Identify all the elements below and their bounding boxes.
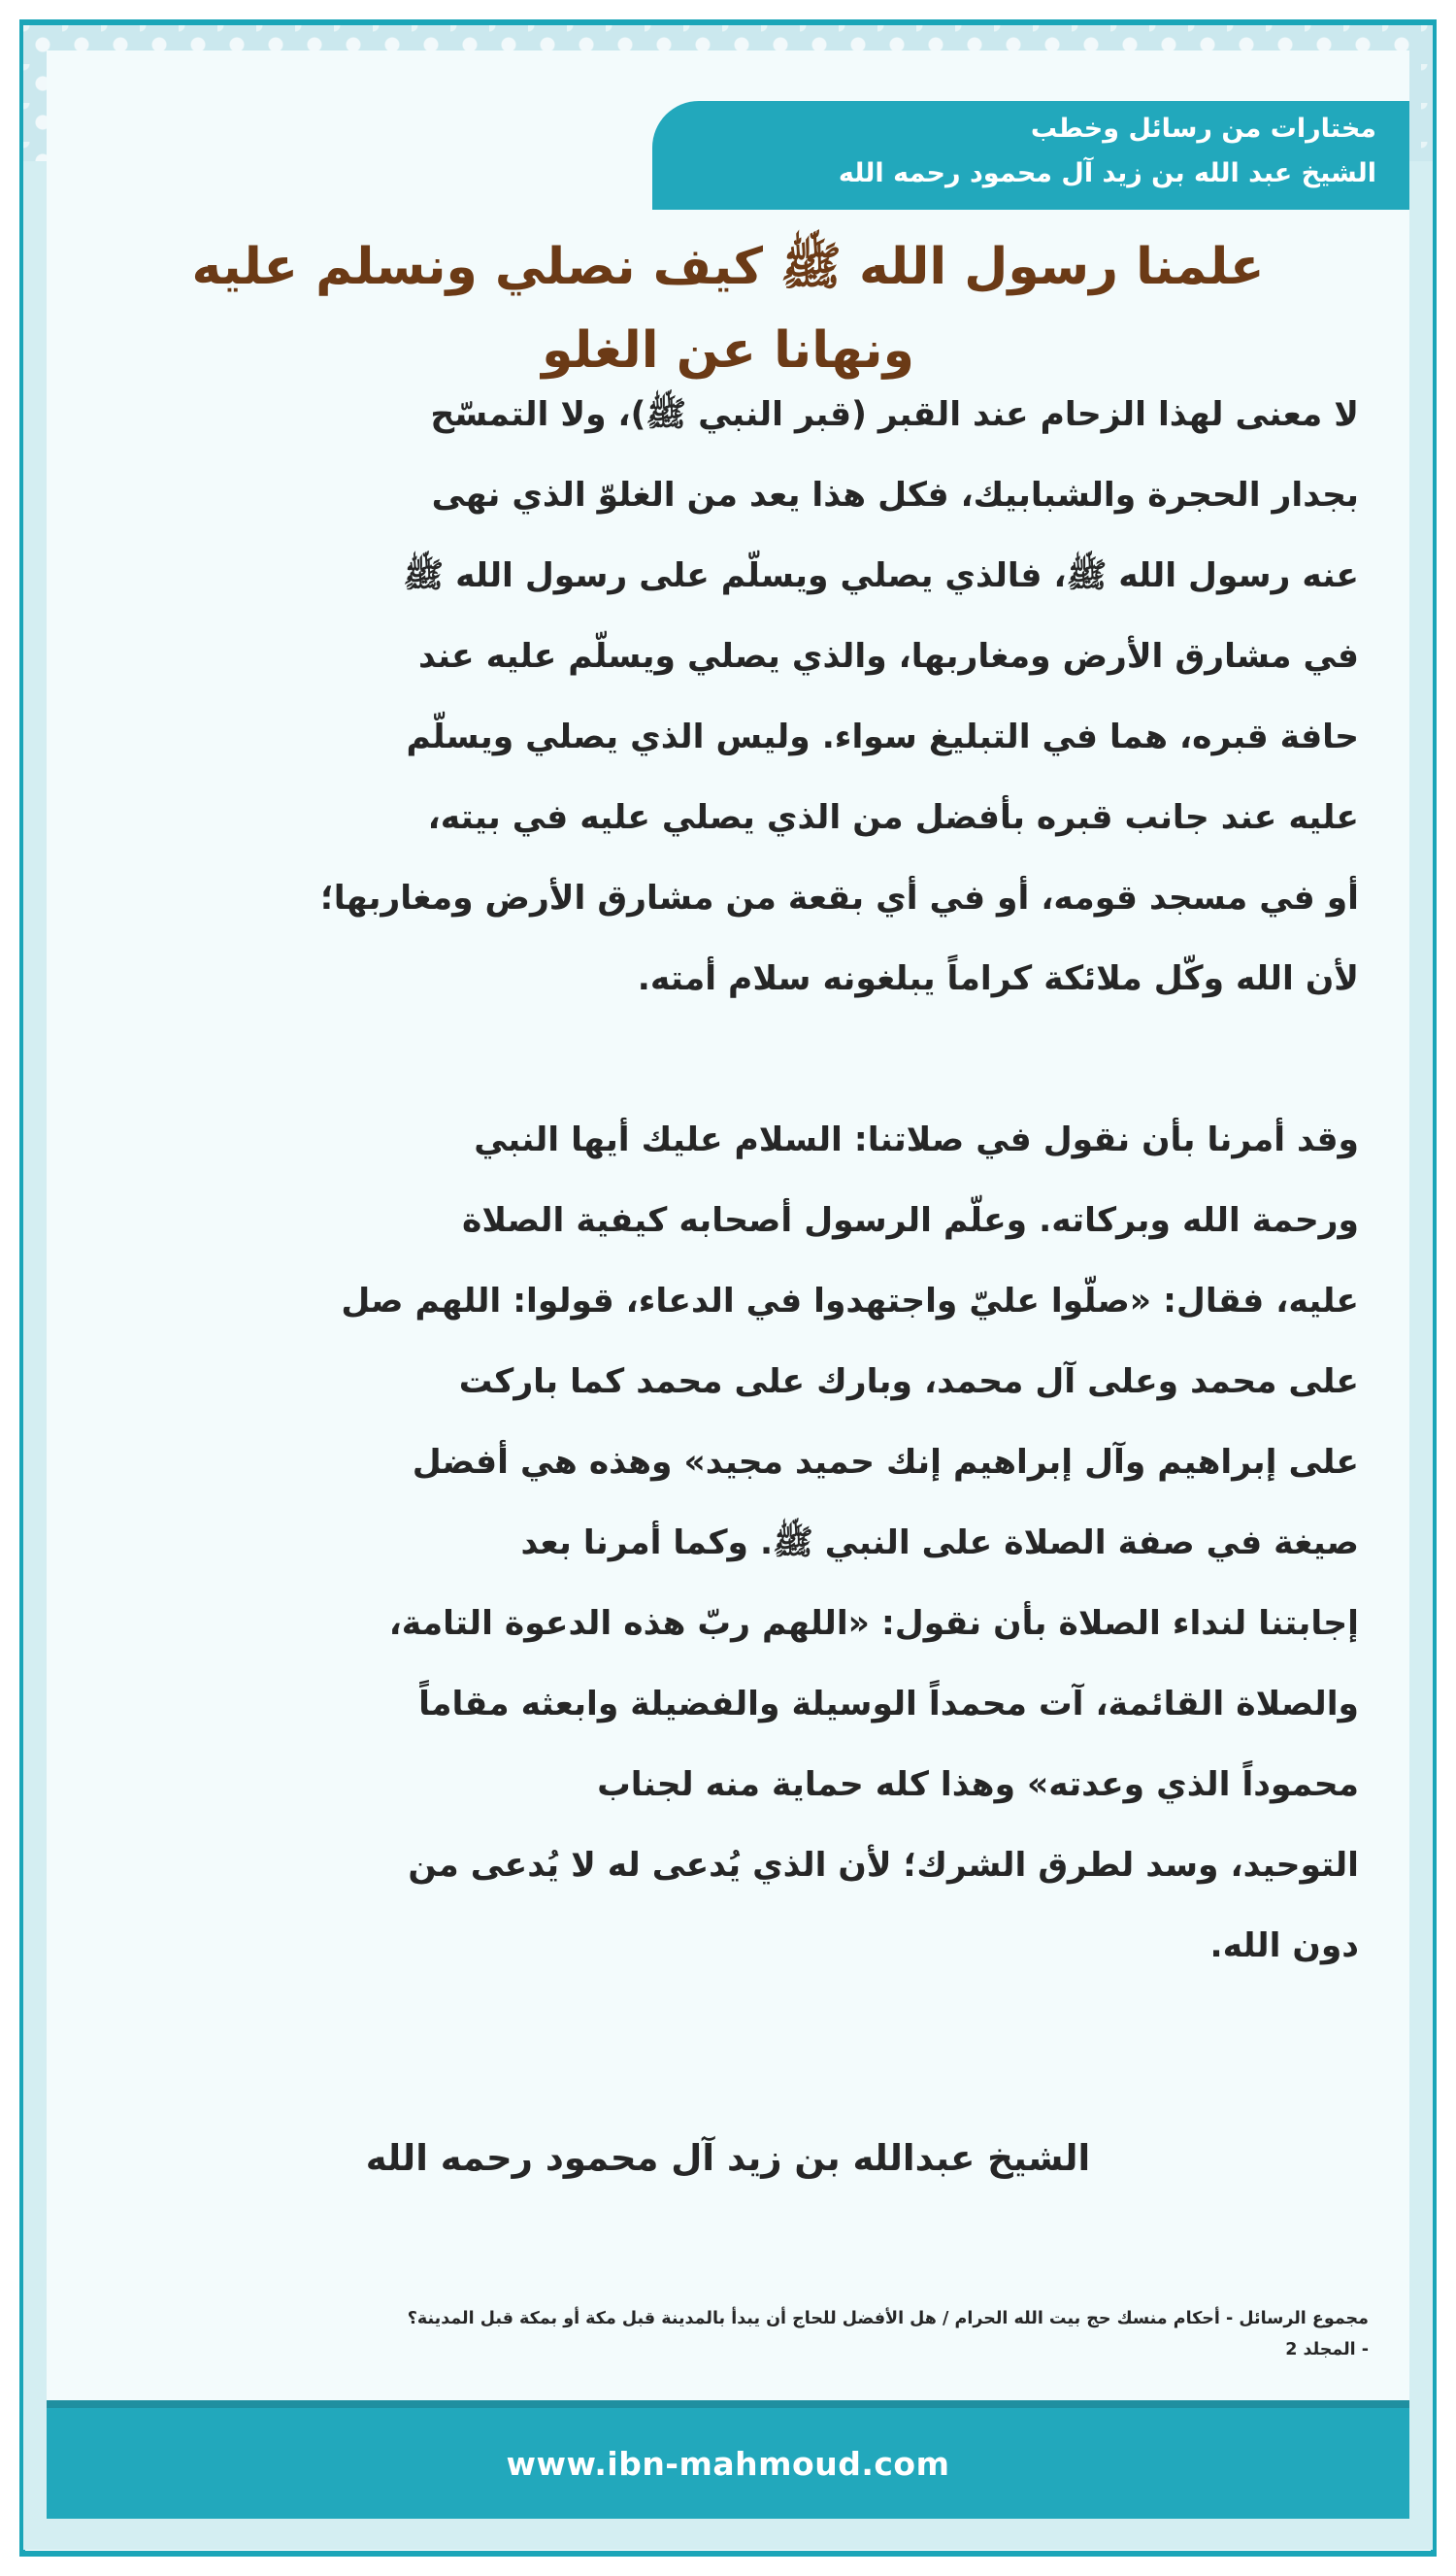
article-body	[126, 375, 1359, 1987]
paragraph-2	[126, 1100, 1359, 1987]
paragraph-line: ورحمة الله وبركاته. وعلّم الرسول أصحابه كيفية الصلاة	[461, 1201, 1359, 1240]
header-tab	[652, 101, 1409, 210]
paragraph-line: وقد أمرنا بأن نقول في صلاتنا: السلام عليك أيها النبي	[474, 1121, 1359, 1159]
paragraph-line: عليه، فقال: «صلّوا عليّ واجتهدوا في الدعاء، قولوا: اللهم صل	[341, 1282, 1359, 1321]
source-line-1: مجموع الرسائل - أحكام منسك حج بيت الله الحرام / هل الأفضل للحاج أن يبدأ بالمدينة قبل مكة أو بمكة قبل المدينة؟	[407, 2309, 1369, 2328]
paragraph-line: على إبراهيم وآل إبراهيم إنك حميد مجيد» وهذه هي أفضل	[412, 1443, 1359, 1482]
title-line-1: علمنا رسول الله ﷺ كيف نصلي ونسلم عليه	[191, 238, 1265, 296]
paragraph-line: لا معنى لهذا الزحام عند القبر (قبر النبي ﷺ)، ولا التمسّح	[430, 395, 1359, 434]
website-link[interactable]: www.ibn-mahmoud.com	[506, 2444, 950, 2483]
paragraph-line: حافة قبره، هما في التبليغ سواء. وليس الذي يصلي ويسلّم	[406, 718, 1359, 756]
paragraph-line: محموداً الذي وعدته» وهذا كله حماية منه لجناب	[597, 1765, 1359, 1804]
paragraph-line: أو في مسجد قومه، أو في أي بقعة من مشارق الأرض ومغاربها؛	[319, 879, 1359, 918]
paragraph-line: عليه عند جانب قبره بأفضل من الذي يصلي عليه في بيته،	[427, 798, 1359, 837]
paragraph-line: على محمد وعلى آل محمد، وبارك على محمد كما باركت	[458, 1362, 1359, 1401]
source-citation	[78, 2303, 1369, 2365]
title-line-2: ونهانا عن الغلو	[542, 321, 914, 380]
author-signature: الشيخ عبدالله بن زيد آل محمود رحمه الله	[365, 2137, 1091, 2179]
paragraph-line: التوحيد، وسد لطرق الشرك؛ لأن الذي يُدعى له لا يُدعى من	[408, 1846, 1359, 1885]
paragraph-line: عنه رسول الله ﷺ، فالذي يصلي ويسلّم على رسول الله ﷺ	[403, 556, 1359, 595]
paragraph-1	[126, 375, 1359, 1020]
article-title	[58, 225, 1398, 392]
header-line-1: مختارات من رسائل وخطب	[1030, 114, 1376, 144]
paragraph-gap	[126, 1020, 1359, 1100]
paragraph-line: صيغة في صفة الصلاة على النبي ﷺ. وكما أمرنا بعد	[520, 1523, 1359, 1562]
source-line-2: - المجلد 2	[1285, 2340, 1369, 2359]
footer-bar	[47, 2408, 1409, 2519]
paragraph-line: إجابتنا لنداء الصلاة بأن نقول: «اللهم ربّ هذه الدعوة التامة،	[388, 1604, 1359, 1643]
footer-divider	[47, 2400, 1409, 2408]
paragraph-line: بجدار الحجرة والشبابيك، فكل هذا يعد من الغلوّ الذي نهى	[431, 476, 1359, 515]
paragraph-line: لأن الله وكّل ملائكة كراماً يبلغونه سلام أمته.	[637, 959, 1359, 998]
paragraph-line: والصلاة القائمة، آت محمداً الوسيلة والفضيلة وابعثه مقاماً	[418, 1685, 1359, 1723]
header-line-2: الشيخ عبد الله بن زيد آل محمود رحمه الله	[838, 158, 1376, 188]
paragraph-line: في مشارق الأرض ومغاربها، والذي يصلي ويسلّم عليه عند	[418, 637, 1359, 676]
paragraph-line: دون الله.	[1209, 1926, 1359, 1965]
